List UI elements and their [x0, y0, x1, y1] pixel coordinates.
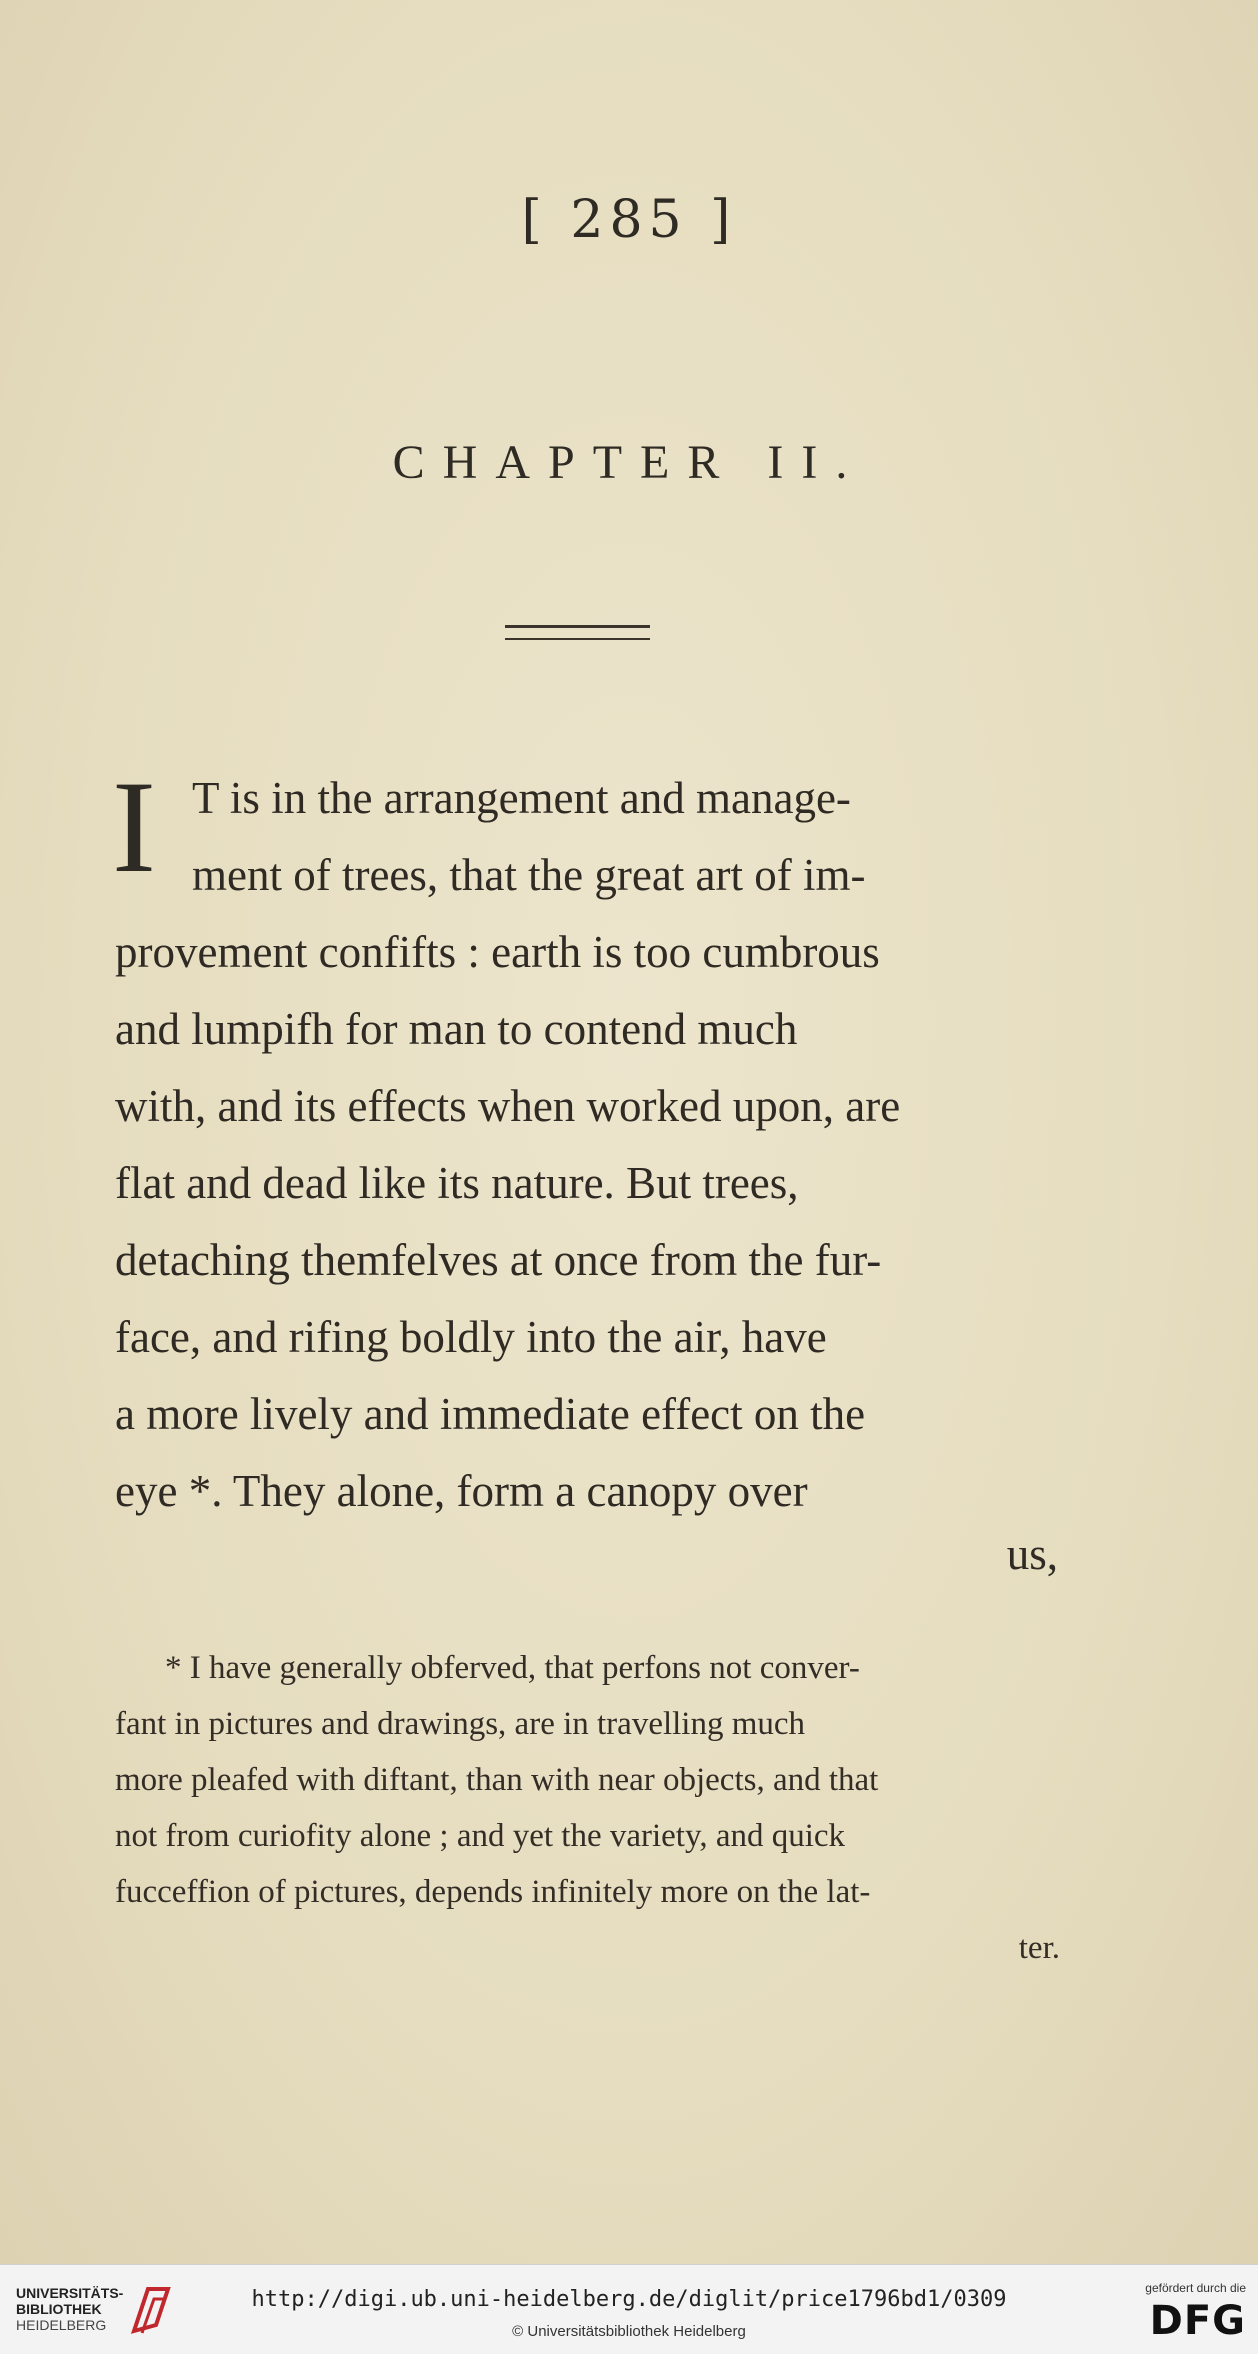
footnote-line: fant in pictures and drawings, are in travelling much	[115, 1706, 806, 1742]
body-line: provement confifts : earth is too cumbrous	[115, 927, 880, 977]
body-line: a more lively and immediate effect on the	[115, 1389, 866, 1439]
body-line: with, and its effects when worked upon, are	[115, 1081, 901, 1131]
body-text	[115, 760, 1055, 1530]
body-line: face, and rifing boldly into the air, have	[115, 1312, 827, 1362]
footnote-line: fucceffion of pictures, depends infinitely more on the lat-	[115, 1874, 871, 1910]
catchword: us,	[1006, 1529, 1058, 1579]
permalink-url[interactable]: http://digi.ub.uni-heidelberg.de/diglit/price1796bd1/0309	[251, 2287, 1007, 2312]
body-line: ment of trees, that the great art of im-	[192, 850, 866, 900]
library-name: UNIVERSITÄTS- BIBLIOTHEK HEIDELBERG	[16, 2285, 124, 2333]
decorative-double-rule	[505, 625, 650, 640]
footnote	[115, 1640, 1060, 1976]
footnote-line: more pleafed with diftant, than with near objects, and that	[115, 1762, 879, 1798]
footnote-line: ter.	[1018, 1930, 1060, 1966]
drop-cap: I	[112, 753, 156, 900]
body-line: T is in the arrangement and manage-	[192, 773, 851, 823]
page-number: [ 285 ]	[521, 190, 737, 250]
funding-label: gefördert durch die	[1145, 2281, 1246, 2295]
footnote-line: * I have generally obferved, that perfons not conver-	[165, 1650, 860, 1686]
footnote-line: not from curiofity alone ; and yet the variety, and quick	[115, 1818, 846, 1854]
chapter-title: CHAPTER II.	[392, 436, 866, 489]
digitization-footer	[0, 2264, 1258, 2354]
body-line: detaching themfelves at once from the fur-	[115, 1235, 882, 1285]
copyright-notice: © Universitätsbibliothek Heidelberg	[512, 2323, 746, 2340]
body-line: eye *. They alone, form a canopy over	[115, 1466, 808, 1516]
dfg-logo: DFG	[1149, 2298, 1246, 2344]
body-line: and lumpifh for man to contend much	[115, 1004, 798, 1054]
body-line: flat and dead like its nature. But trees,	[115, 1158, 799, 1208]
